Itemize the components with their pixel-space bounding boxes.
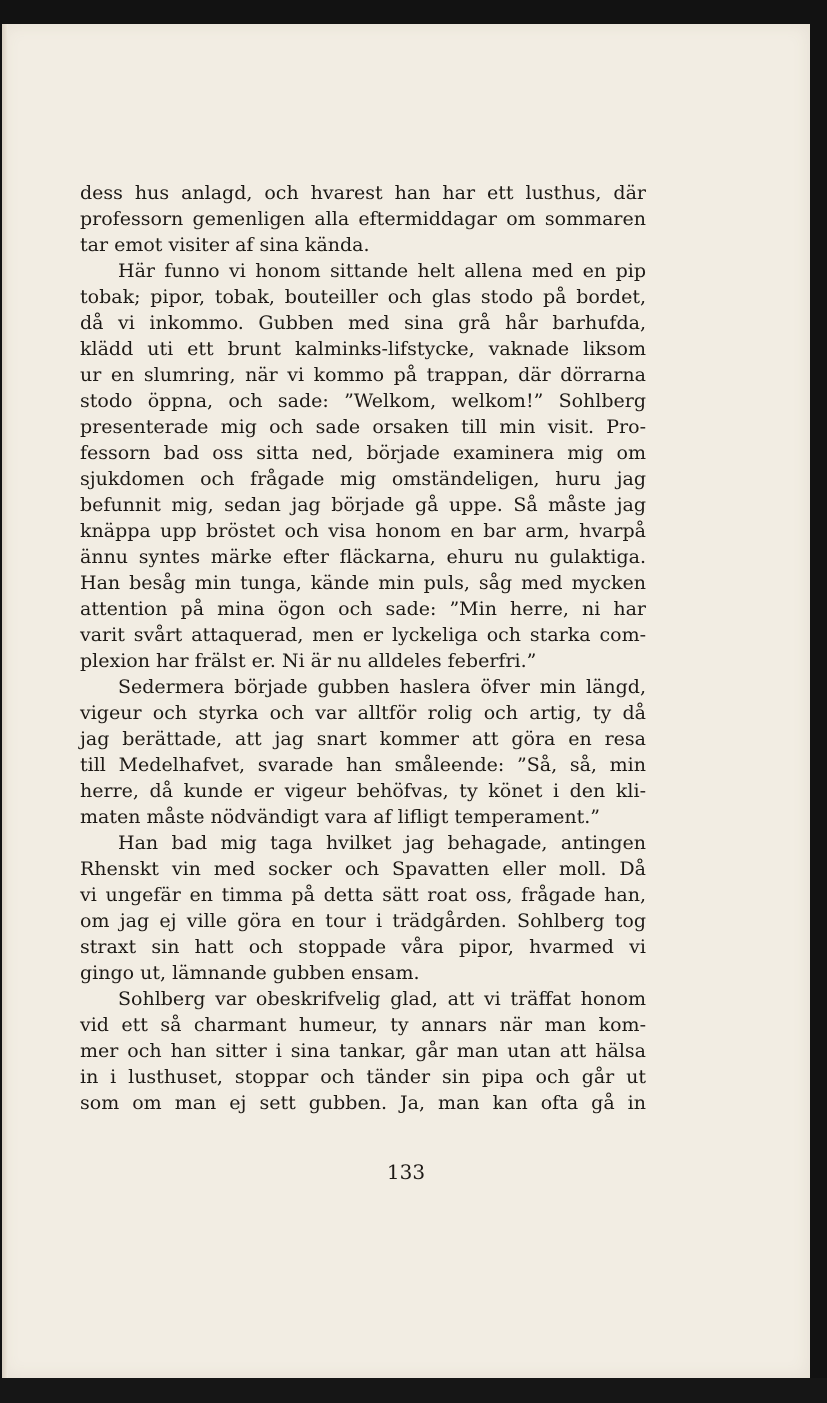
text-line: fessorn bad oss sitta ned, började examinera mig om [80, 442, 646, 464]
text-line: herre, då kunde er vigeur behöfvas, ty könet i den kli- [80, 780, 646, 802]
text-line: varit svårt attaquerad, men er lyckeliga och starka com- [80, 624, 646, 646]
text-line: vi ungefär en timma på detta sätt roat oss, frågade han, [80, 884, 646, 906]
text-line: Sedermera började gubben haslera öfver min längd, [118, 676, 646, 698]
text-line: gingo ut, lämnande gubben ensam. [80, 962, 420, 984]
text-line: som om man ej sett gubben. Ja, man kan ofta gå in [80, 1092, 646, 1114]
text-line: presenterade mig och sade orsaken till min visit. Pro- [80, 416, 646, 438]
text-line: jag berättade, att jag snart kommer att göra en resa [80, 728, 646, 750]
text-line: knäppa upp bröstet och visa honom en bar arm, hvarpå [80, 520, 646, 542]
text-line: professorn gemenligen alla eftermiddagar om sommaren [80, 208, 646, 230]
body-text [80, 180, 646, 1116]
text-line: dess hus anlagd, och hvarest han har ett lusthus, där [80, 182, 646, 204]
text-line: Rhenskt vin med socker och Spavatten eller moll. Då [80, 858, 646, 880]
text-line: Han besåg min tunga, kände min puls, såg med mycken [80, 572, 646, 594]
text-line: stodo öppna, och sade: ”Welkom, welkom!” Sohlberg [80, 390, 646, 412]
text-line: till Medelhafvet, svarade han småleende: ”Så, så, min [80, 754, 646, 776]
text-line: Här funno vi honom sittande helt allena med en pip [118, 260, 646, 282]
text-line: sjukdomen och frågade mig omständeligen, huru jag [80, 468, 646, 490]
text-line: straxt sin hatt och stoppade våra pipor, hvarmed vi [80, 936, 646, 958]
text-line: Sohlberg var obeskrifvelig glad, att vi träffat honom [118, 988, 646, 1010]
scan-border [0, 1378, 827, 1403]
book-page [2, 24, 810, 1378]
text-line: in i lusthuset, stoppar och tänder sin pipa och går ut [80, 1066, 646, 1088]
text-line: mer och han sitter i sina tankar, går man utan att hälsa [80, 1040, 646, 1062]
text-line: tobak; pipor, tobak, bouteiller och glas stodo på bordet, [80, 286, 646, 308]
text-line: tar emot visiter af sina kända. [80, 234, 370, 256]
text-line: ur en slumring, när vi kommo på trappan, där dörrarna [80, 364, 646, 386]
text-line: om jag ej ville göra en tour i trädgården. Sohlberg tog [80, 910, 646, 932]
text-line: maten måste nödvändigt vara af lifligt temperament.” [80, 806, 600, 828]
text-line: befunnit mig, sedan jag började gå uppe. Så måste jag [80, 494, 646, 516]
text-line: klädd uti ett brunt kalminks-lifstycke, vaknade liksom [80, 338, 646, 360]
text-line: plexion har frälst er. Ni är nu alldeles feberfri.” [80, 650, 537, 672]
text-line: attention på mina ögon och sade: ”Min herre, ni har [80, 598, 646, 620]
text-line: vid ett så charmant humeur, ty annars när man kom- [80, 1014, 646, 1036]
text-line: ännu syntes märke efter fläckarna, ehuru nu gulaktiga. [80, 546, 646, 568]
text-line: då vi inkommo. Gubben med sina grå hår barhufda, [80, 312, 646, 334]
text-line: vigeur och styrka och var alltför rolig och artig, ty då [80, 702, 646, 724]
text-line: Han bad mig taga hvilket jag behagade, antingen [118, 832, 646, 854]
page-number: 133 [386, 1160, 426, 1184]
